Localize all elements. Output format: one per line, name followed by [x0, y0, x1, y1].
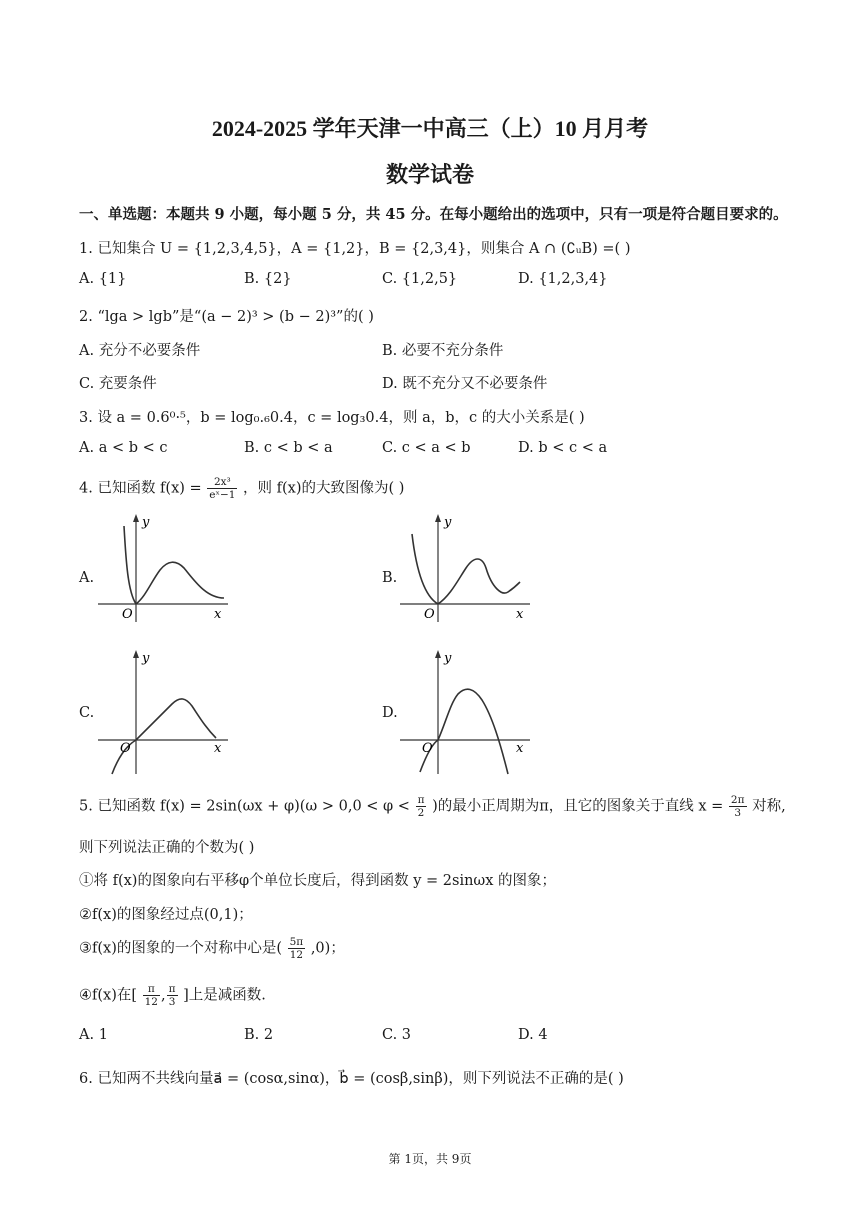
q1-option-b: B. {2}: [244, 271, 292, 287]
q4-graph-a: [96, 512, 236, 624]
q1-option-c: C. {1,2,5}: [382, 271, 458, 287]
q5-item-4-numerator-1: π: [143, 983, 160, 996]
q6-stem: 6. 已知两不共线向量a⃗ = (cosα,sinα)，b⃗ = (cosβ,sinβ)，则下列说法不正确的是( ): [79, 1071, 624, 1087]
q3-option-c: C. c < a < b: [382, 440, 471, 456]
q2-stem: 2. “lga > lgb”是“(a − 2)³ > (b − 2)³”的( ): [79, 309, 374, 325]
q5-item-2: ②f(x)的图象经过点(0,1)；: [79, 907, 253, 923]
q4-stem-post: ，则 f(x)的大致图像为( ): [243, 480, 405, 497]
q5-item-4-separator: ,: [161, 987, 166, 1004]
q5-item-3-pre: ③f(x)的图象的一个对称中心是(: [79, 940, 283, 957]
q1-option-a: A. {1}: [79, 271, 127, 287]
q4-stem-pre: 4. 已知函数 f(x) =: [79, 480, 202, 497]
page-footer: 第 1页，共 9页: [388, 1152, 472, 1166]
y-axis-arrow: [133, 650, 139, 658]
q5-item-3-fraction: [288, 936, 306, 961]
q3-option-a: A. a < b < c: [79, 440, 168, 456]
y-axis-arrow: [435, 650, 441, 658]
y-label: y: [142, 515, 150, 530]
q5-fraction-2-numerator: 2π: [730, 794, 745, 806]
q5-item-4: [79, 983, 266, 1008]
q5-item-3-numerator: 5π: [289, 936, 304, 948]
q2-option-a: A. 充分不必要条件: [79, 343, 201, 359]
q5-stem-mid: )的最小正周期为π，且它的图象关于直线 x =: [432, 798, 724, 815]
q1-stem: 1. 已知集合 U = {1,2,3,4,5}，A = {1,2}，B = {2,3,4}，则集合 A ∩ (∁ᵤB) =( ): [79, 241, 631, 257]
q5-item-4-post: ]上是减函数.: [183, 987, 266, 1004]
y-label: y: [444, 515, 452, 530]
q4-graph-c: [96, 648, 236, 776]
x-label: x: [516, 741, 524, 756]
q5-item-4-denominator-2: 3: [168, 996, 176, 1008]
q5-option-a: A. 1: [79, 1027, 108, 1043]
q5-fraction-2: [729, 794, 747, 819]
q4-option-c: C.: [79, 705, 95, 721]
q5-option-c: C. 3: [382, 1027, 412, 1043]
q5-item-4-numerator-2: π: [168, 983, 176, 995]
q2-option-b: B. 必要不充分条件: [382, 343, 504, 359]
q5-option-b: B. 2: [244, 1027, 274, 1043]
q4-option-a: A.: [79, 570, 95, 586]
x-label: x: [516, 607, 524, 622]
q5-option-d: D. 4: [518, 1027, 548, 1043]
y-label: y: [444, 651, 452, 666]
q5-item-4-denominator-1: 12: [144, 996, 158, 1008]
q5-stem: [79, 794, 786, 819]
q5-stem-post: 对称,: [752, 798, 786, 815]
x-label: x: [214, 741, 222, 756]
origin-label: O: [120, 741, 131, 756]
q4-option-b: B.: [382, 570, 398, 586]
q5-stem-pre: 5. 已知函数 f(x) = 2sin(ωx + φ)(ω > 0,0 < φ <: [79, 798, 410, 815]
curve: [124, 526, 224, 604]
q4-fraction: [207, 476, 237, 501]
q5-item-1: ①将 f(x)的图象向右平移φ个单位长度后，得到函数 y = 2sinωx 的图象；: [79, 873, 557, 889]
origin-label: O: [122, 607, 133, 622]
q1-option-d: D. {1,2,3,4}: [518, 271, 608, 287]
curve: [412, 534, 520, 604]
q5-fraction-1-numerator: π: [417, 794, 425, 806]
q4-stem: [79, 476, 404, 501]
q5-item-4-fraction-1: [143, 983, 160, 1008]
q4-fraction-numerator: 2x³: [207, 476, 237, 489]
origin-label: O: [424, 607, 435, 622]
q3-option-d: D. b < c < a: [518, 440, 608, 456]
q5-item-4-pre: ④f(x)在[: [79, 987, 138, 1004]
curve: [420, 689, 508, 774]
q3-option-b: B. c < b < a: [244, 440, 333, 456]
q5-item-4-fraction-2: [167, 983, 178, 1008]
q2-option-c: C. 充要条件: [79, 376, 157, 392]
y-label: y: [142, 651, 150, 666]
curve: [112, 699, 216, 774]
q5-stem-line2: 则下列说法正确的个数为( ): [79, 840, 255, 856]
q5-item-3-post: ,0)；: [310, 940, 345, 957]
q5-item-3: [79, 936, 345, 961]
q4-graph-b: [398, 512, 538, 624]
y-axis-arrow: [435, 514, 441, 522]
q3-stem: 3. 设 a = 0.6⁰·⁵，b = log₀.₆0.4，c = log₃0.4，则 a，b，c 的大小关系是( ): [79, 410, 585, 426]
y-axis-arrow: [133, 514, 139, 522]
exam-title: 2024-2025 学年天津一中高三（上）10 月月考: [211, 116, 649, 141]
exam-subtitle: 数学试卷: [385, 162, 474, 187]
q5-fraction-1-denominator: 2: [417, 807, 425, 819]
q4-fraction-denominator: eˣ−1: [209, 489, 236, 501]
q5-fraction-1: [416, 794, 427, 819]
q2-option-d: D. 既不充分又不必要条件: [382, 376, 548, 392]
origin-label: O: [422, 741, 433, 756]
x-label: x: [214, 607, 222, 622]
q5-fraction-2-denominator: 3: [734, 807, 742, 819]
q5-item-3-denominator: 12: [289, 949, 304, 961]
q4-graph-d: [398, 648, 538, 776]
section-heading: 一、单选题：本题共 9 小题，每小题 5 分，共 45 分。在每小题给出的选项中，只有一项是符合题目要求的。: [79, 206, 788, 223]
q4-option-d: D.: [382, 705, 398, 721]
